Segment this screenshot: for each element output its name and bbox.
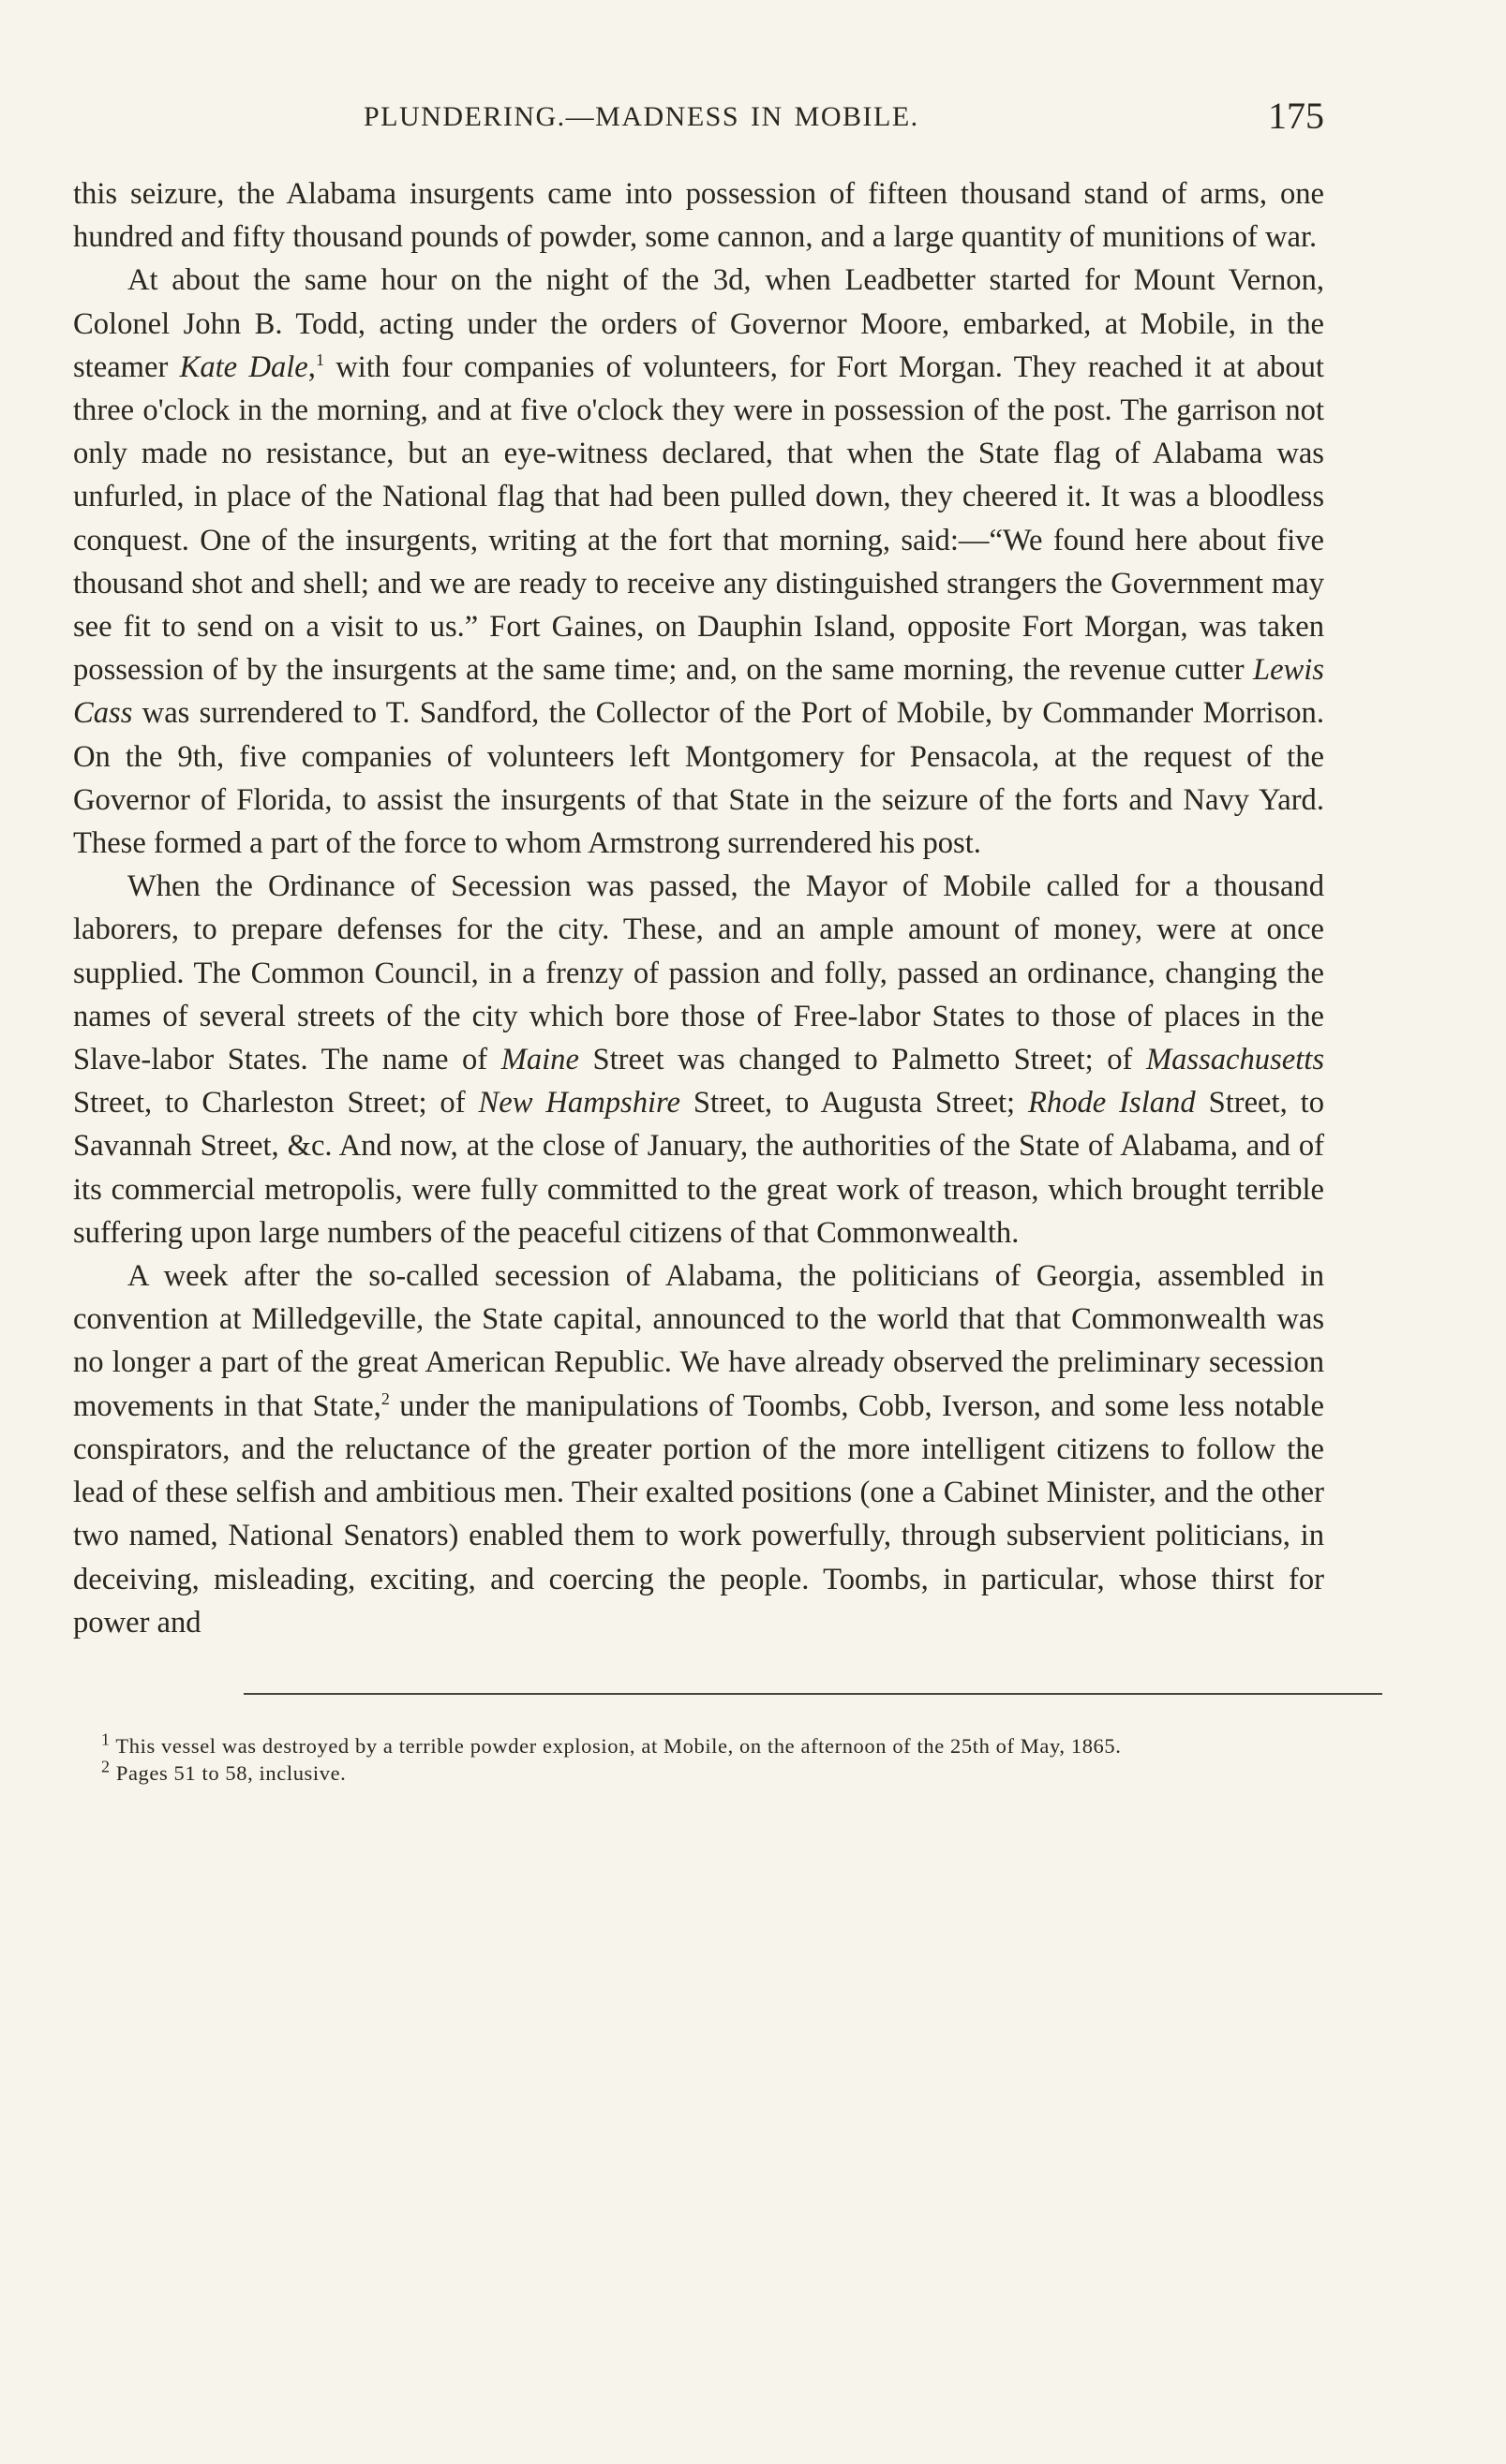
state-name: Massachusetts xyxy=(1145,1043,1325,1077)
footnote-text: This vessel was destroyed by a terrible powder explosion, at Mobile, on the afternoon of the 25th of May, 1865. xyxy=(110,1733,1122,1758)
paragraph-text: Street, to Savannah Street, &c. And now, at the close of January, the authorities of the State of Alabama, and of its commercial metropolis, were fully committed to the great work of treason, which brought terrible suffering upon large numbers of the peaceful citizens of that Commonwealth. xyxy=(73,1086,1325,1250)
footnote-mark: 1 xyxy=(101,1729,111,1749)
paragraph-4 xyxy=(73,1254,1324,1644)
ship-name: Kate Dale xyxy=(179,349,308,384)
state-name: New Hampshire xyxy=(478,1086,680,1121)
paragraph-text: this seizure, the Alabama insurgents came into possession of fifteen thousand stand of arms, one hundred and fifty thousand pounds of powder, some cannon, and a large quantity of munitions of war. xyxy=(73,177,1324,255)
paragraph-text: Street, to Augusta Street; xyxy=(679,1086,1029,1121)
book-page xyxy=(73,94,1324,1787)
state-name: Maine xyxy=(500,1043,579,1077)
paragraph-text: A week after the so-called secession of Alabama, the politicians of Georgia, assembled in convention at Milledgeville, the State capital, announced to the world that that Commonwealth was no longer a part of the great American Republic. We have already observed the preliminary secession movements in that State, xyxy=(73,1259,1324,1423)
paragraph-text: was surrendered to T. Sandford, the Collector of the Port of Mobile, by Commander Morrison. On the 9th, five companies of volunteers left Montgomery for Pensacola, at the request of the Governor of Florida, to assist the insurgents of that State in the seizure of the forts and Navy Yard. These formed a part of the force to whom Armstrong surrendered his post. xyxy=(73,696,1324,861)
footnotes xyxy=(73,1729,1324,1787)
footnote-2 xyxy=(73,1759,1324,1787)
paragraph-text: with four companies of volunteers, for Fort Morgan. They reached it at about three o'clock in the morning, and at five o'clock they were in possession of the post. The garrison not only made no resistance, but an eye-witness declared, that when the State flag of Alabama was unfurled, in place of the National flag that had been pulled down, they cheered it. It was a bloodless conquest. One of the insurgents, writing at the fort that morning, said:—“We found here about five thousand shot and shell; and we are ready to receive any distinguished strangers the Government may see fit to send on a visit to us.” Fort Gaines, on Dauphin Island, opposite Fort Morgan, was taken possession of by the insurgents at the same time; and, on the same morning, the revenue cutter xyxy=(73,349,1324,688)
footnote-ref: 1 xyxy=(315,349,324,369)
paragraph-text: Street, to Charleston Street; of xyxy=(73,1086,479,1121)
paragraph-1 xyxy=(73,172,1324,259)
footnote-text: Pages 51 to 58, inclusive. xyxy=(110,1760,347,1785)
footnote-ref: 2 xyxy=(380,1388,390,1408)
paragraph-3 xyxy=(73,865,1324,1254)
page-header xyxy=(73,94,1324,150)
footnote-mark: 2 xyxy=(101,1757,111,1776)
ship-name: Lewis Cass xyxy=(73,653,1324,731)
page-number: 175 xyxy=(1268,95,1324,137)
running-head: PLUNDERING.—MADNESS IN MOBILE. xyxy=(364,101,919,132)
paragraph-text: under the manipulations of Toombs, Cobb, Iverson, and some less notable conspirators, and the reluctance of the greater portion of the more intelligent citizens to follow the lead of these selfish and ambitious men. Their exalted positions (one a Cabinet Minister, and the other two named, National Senators) enabled them to work powerfully, through subservient politicians, in deceiving, misleading, exciting, and coercing the people. Toombs, in particular, whose thirst for power and xyxy=(73,1388,1325,1640)
footnote-1 xyxy=(73,1729,1324,1759)
paragraph-text: When the Ordinance of Secession was passed, the Mayor of Mobile called for a thousand laborers, to prepare defenses for the city. These, and an ample amount of money, were at once supplied. The Common Council, in a frenzy of passion and folly, passed an ordinance, changing the names of several streets of the city which bore those of Free-labor States to those of places in the Slave-labor States. The name of xyxy=(73,869,1324,1077)
paragraph-text: Street was changed to Palmetto Street; of xyxy=(578,1043,1146,1077)
footnote-divider xyxy=(244,1693,1382,1695)
paragraph-2: At about the same hour on the night of the 3d, when Leadbetter started for Mount Vernon, Colonel John B. Todd, acting under the orders of Governor Moore, embarked, at Mobile, in the steamer Kate Dale,$^1$ with four companies of volunteers, for Fort Morgan. They reached it at about three o'clock in the morning, and at five o'clock they were in possession of the post. The garrison not only made no resistance, but an eye-witness declared, that when the State flag of Alabama was unfurled, in place of the National flag that had been pulled down, they cheered it. It was a bloodless conquest. One of the insurgents, writing at the fort that morning, said:—“We found here about five thousand shot and shell; and we are ready to receive any distinguished strangers the Government may see fit to send on a visit to us.” Fort Gaines, on Dauphin Island, opposite Fort Morgan, was taken possession of by the insurgents at the same time; and, on the same morning, the revenue cutter Lewis Cass was surrendered to T. Sandford, the Collector of the Port of Mobile, by Commander Morrison. On the 9th, five companies of volunteers left Montgomery for Pensacola, at the request of the Governor of Florida, to assist the insurgents of that State in the seizure of the forts and Navy Yard. These formed a part of the force to whom Armstrong surrendered his post. xyxy=(73,263,1324,861)
body-text xyxy=(73,172,1324,1644)
state-name: Rhode Island xyxy=(1028,1086,1196,1121)
paragraph-text: At about the same hour on the night of the 3d, when Leadbetter started for Mount Vernon, Colonel John B. Todd, acting under the orders of Governor Moore, embarked, at Mobile, in the steamer xyxy=(73,263,1324,384)
